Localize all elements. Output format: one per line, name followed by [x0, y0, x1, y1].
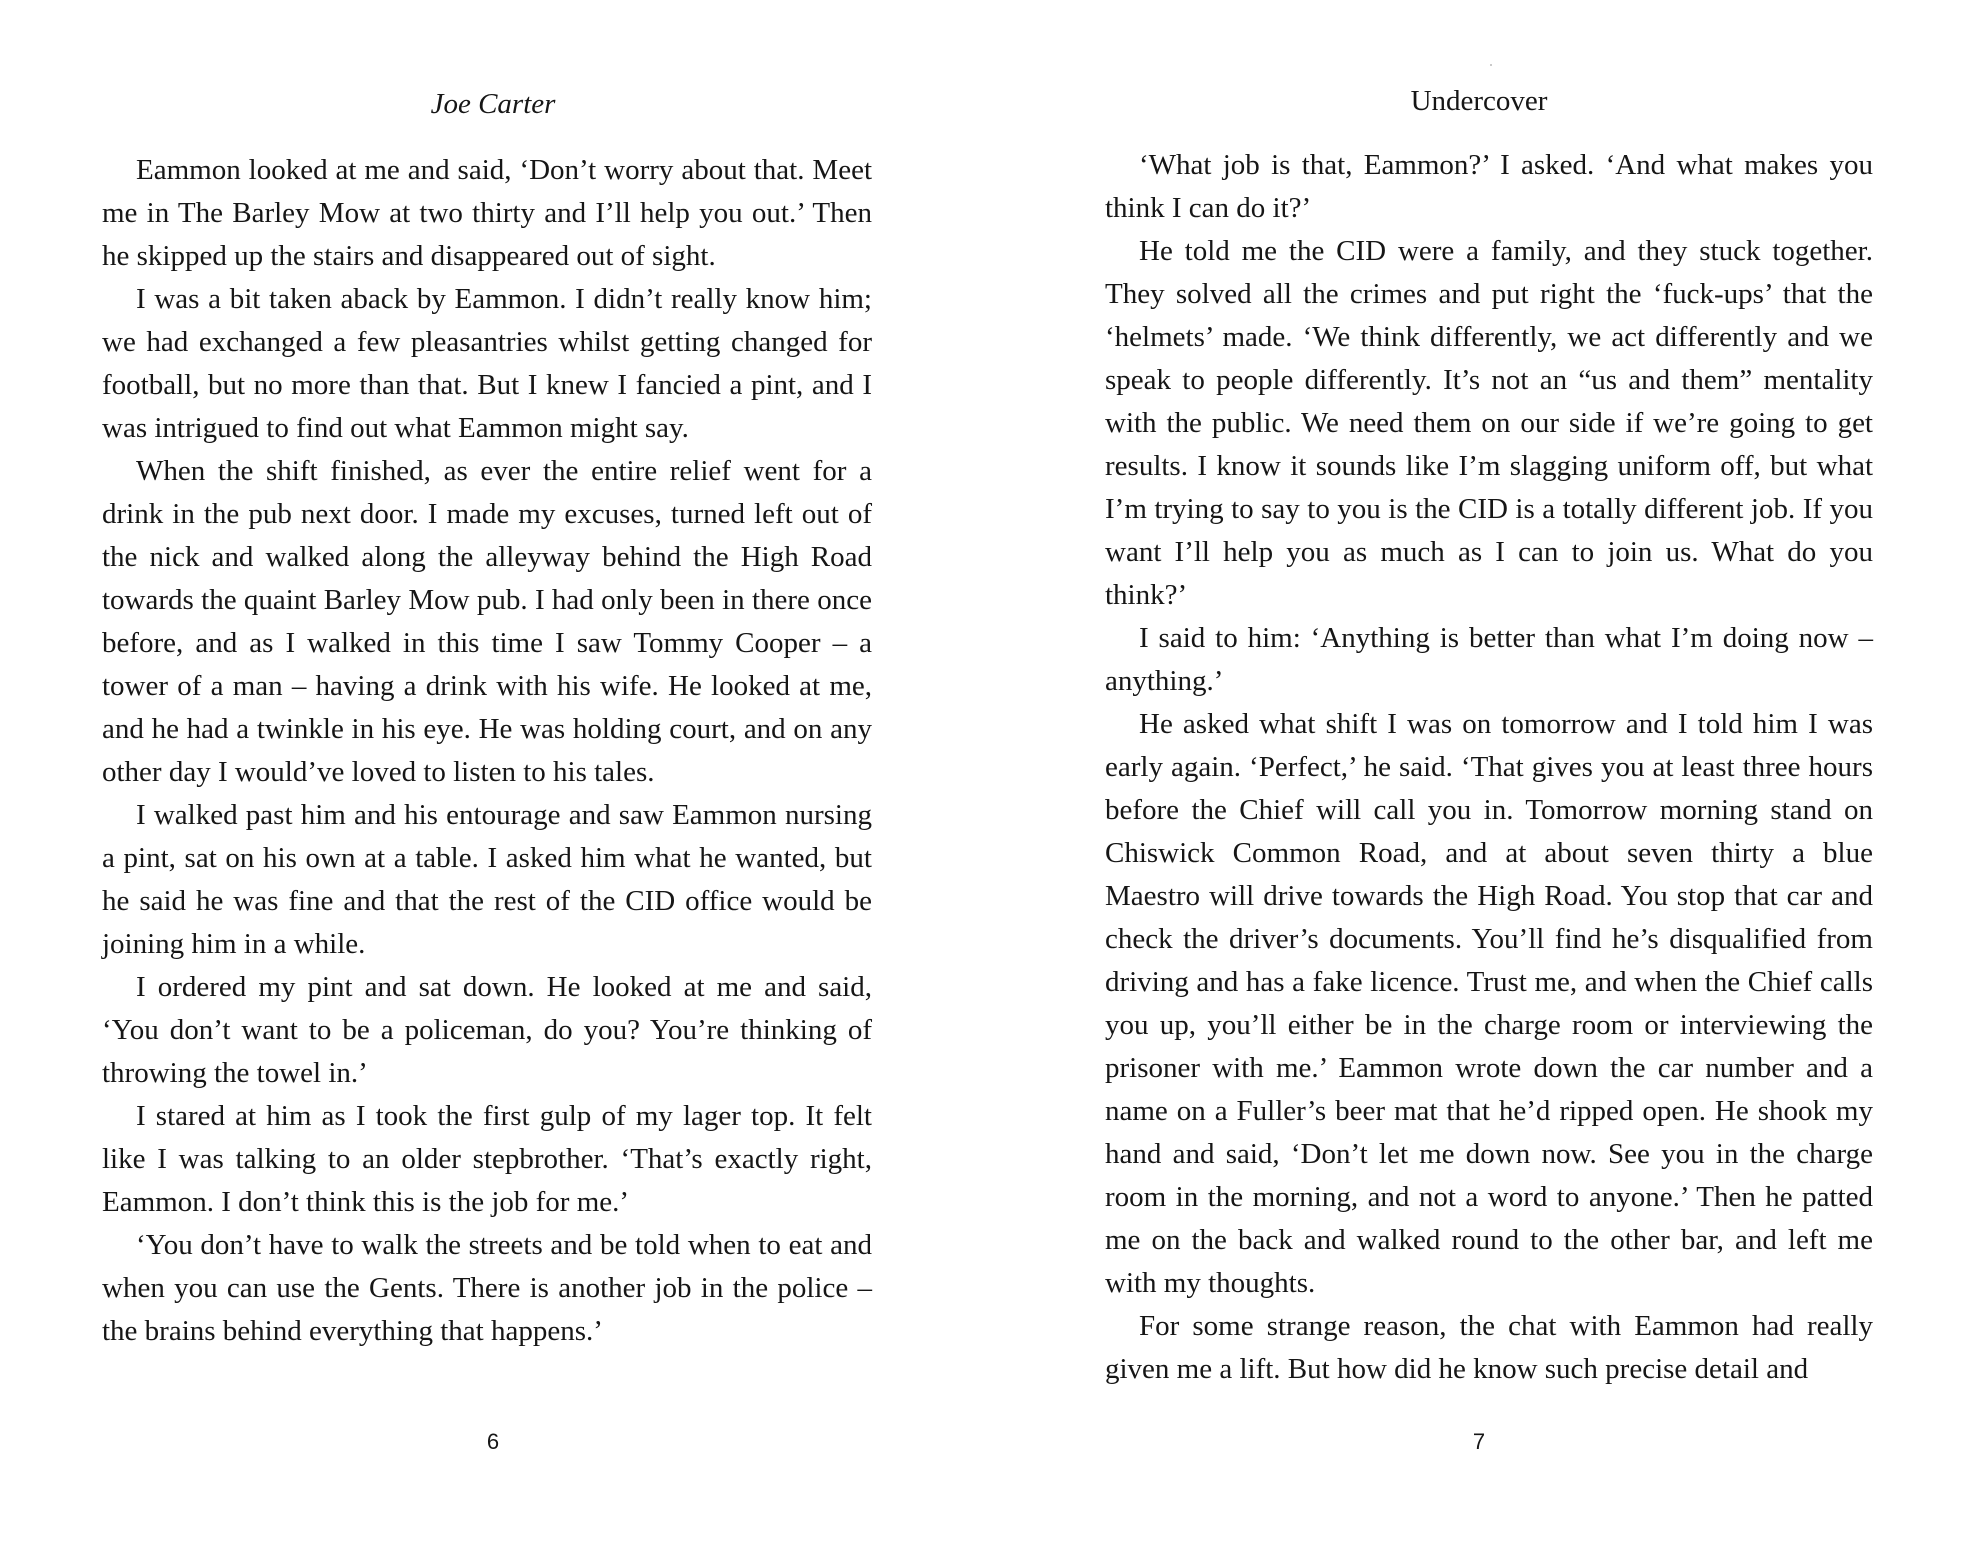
right-running-head: Undercover	[1410, 85, 1548, 117]
right-paragraph-2: He told me the CID were a family, and they stuck together. They solved all the crimes and put right the ‘fuck-ups’ that the ‘helmets’ made. ‘We think differently, we act differently and we speak to people differently. It’s not an “us and them” mentality with the public. We need them on our side if we’re going to get results. I know it sounds like I’m slagging uniform off, but what I’m trying to say to you is the CID is a totally different job. If you want I’ll help you as much as I can to join us. What do you think?’	[1105, 235, 1873, 611]
right-page-number	[986, 1428, 1972, 1456]
left-paragraph-3: When the shift finished, as ever the entire relief went for a drink in the pub next door. I made my excuses, turned left out of the nick and walked along the alleyway behind the High Road towards the quaint Barley Mow pub. I had only been in there once before, and as I walked in this time I saw Tommy Cooper – a tower of a man – having a drink with his wife. He looked at me, and he had a twinkle in his eye. He was holding court, and on any other day I would’ve loved to listen to his tales.	[102, 455, 872, 788]
right-paragraph-4: He asked what shift I was on tomorrow and I told him I was early again. ‘Perfect,’ he said. ‘That gives you at least three hours before the Chief will call you in. Tomorrow morning stand on Chiswick Common Road, and at about seven thirty a blue Maestro will drive towards the High Road. You stop that car and check the driver’s documents. You’ll find he’s disqualified from driving and has a fake licence. Trust me, and when the Chief calls you up, you’ll either be in the charge room or interviewing the prisoner with me.’ Eammon wrote down the car number and a name on a Fuller’s beer mat that he’d ripped open. He shook my hand and said, ‘Don’t let me down now. See you in the charge room in the morning, and not a word to anyone.’ Then he patted me on the back and walked round to the other bar, and left me with my thoughts.	[1105, 708, 1873, 1299]
right-paragraph-5: For some strange reason, the chat with Eammon had really given me a lift. But how did he know such precise detail and	[1105, 1310, 1873, 1385]
left-paragraph-1: Eammon looked at me and said, ‘Don’t worry about that. Meet me in The Barley Mow at two thirty and I’ll help you out.’ Then he skipped up the stairs and disappeared out of sight.	[102, 154, 872, 272]
right-page	[986, 0, 1972, 1545]
right-paragraph-1: ‘What job is that, Eammon?’ I asked. ‘And what makes you think I can do it?’	[1105, 149, 1873, 224]
left-paragraph-2: I was a bit taken aback by Eammon. I didn’t really know him; we had exchanged a few pleasantries whilst getting changed for football, but no more than that. But I knew I fancied a pint, and I was intrigued to find out what Eammon might say.	[102, 283, 872, 444]
left-running-head: Joe Carter	[430, 88, 556, 120]
right-paragraph-3: I said to him: ‘Anything is better than what I’m doing now – anything.’	[1105, 622, 1873, 697]
right-body-text	[1105, 144, 1873, 1391]
left-page-number	[0, 1428, 986, 1456]
left-body-text	[102, 149, 872, 1353]
left-paragraph-5: I ordered my pint and sat down. He looked at me and said, ‘You don’t want to be a policeman, do you? You’re thinking of throwing the towel in.’	[102, 971, 872, 1089]
left-paragraph-4: I walked past him and his entourage and saw Eammon nursing a pint, sat on his own at a table. I asked him what he wanted, but he said he was fine and that the rest of the CID office would be joining him in a while.	[102, 799, 872, 960]
right-page-number-text: 7	[1472, 1429, 1486, 1454]
left-paragraph-7: ‘You don’t have to walk the streets and be told when to eat and when you can use the Gents. There is another job in the police – the brains behind everything that happens.’	[102, 1229, 872, 1347]
left-page-number-text: 6	[486, 1429, 500, 1454]
left-paragraph-6: I stared at him as I took the first gulp of my lager top. It felt like I was talking to an older stepbrother. ‘That’s exactly right, Eammon. I don’t think this is the job for me.’	[102, 1100, 872, 1218]
